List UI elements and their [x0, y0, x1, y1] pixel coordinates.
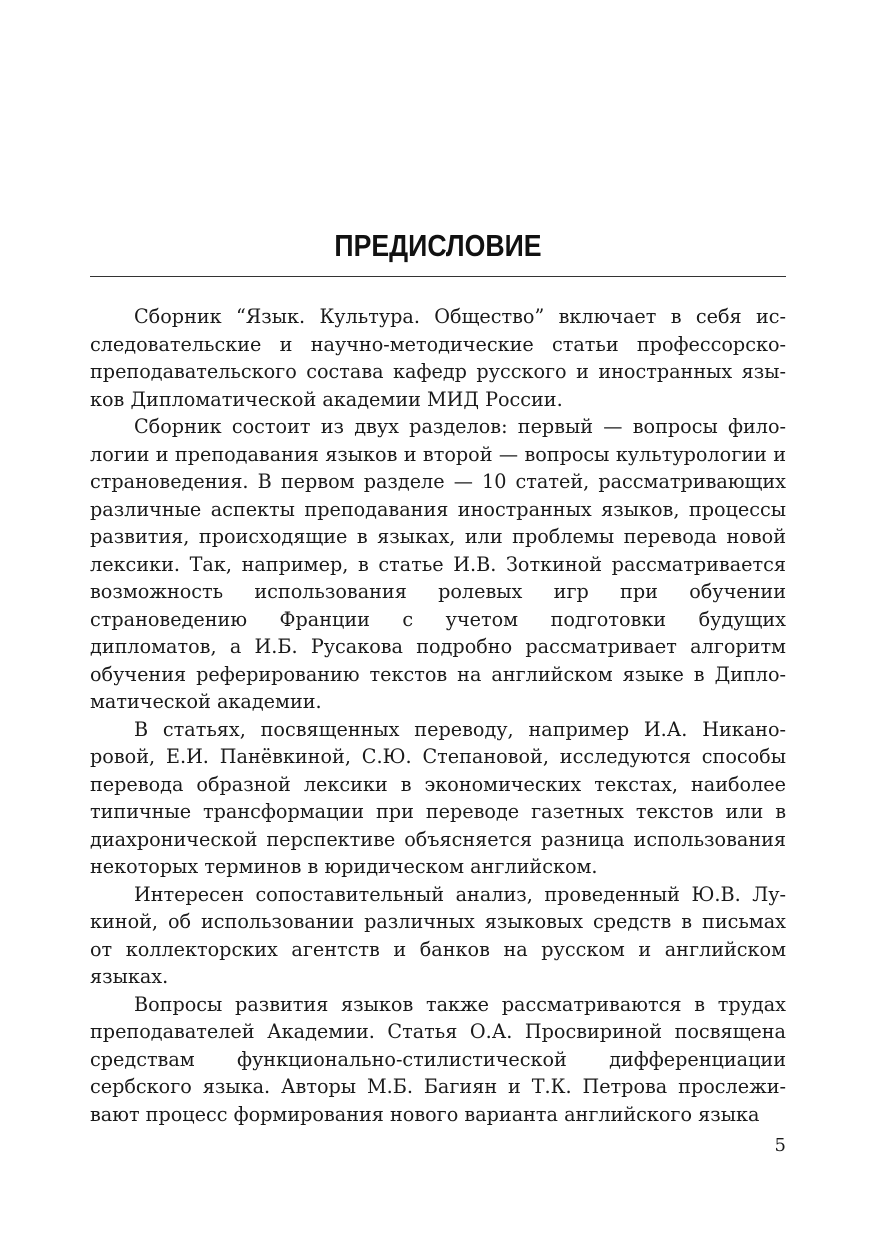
- paragraph-3: В статьях, посвященных переводу, например И.А. Никаноровой, Е.И. Панёвкиной, С.Ю. Степановой, исследуются способы перевода образной лексики в экономических текстах, наиболее типичные трансформации при переводе газетных текстов или в диахронической перспективе объясняется разница использования некоторых терминов в юридическом английском.: [90, 717, 786, 878]
- paragraph-1: Сборник “Язык. Культура. Общество” включает в себя исследовательские и научно-методические статьи профессорско-преподавательского состава кафедр русского и иностранных языков Дипломатической академии МИД России.: [90, 305, 786, 411]
- page-title: ПРЕДИСЛОВИЕ: [334, 228, 542, 263]
- preface-body: [90, 303, 786, 1128]
- page-number: 5: [774, 1135, 786, 1156]
- paragraph-4: Интересен сопоставительный анализ, проведенный Ю.В. Лукиной, об использовании различных языковых средств в письмах от коллекторских агентств и банков на русском и английском языках.: [90, 882, 786, 988]
- paragraph-2: Сборник состоит из двух разделов: первый — вопросы филологии и преподавания языков и второй — вопросы культурологии и страноведения. В первом разделе — 10 статей, рассматривающих различные аспекты преподавания иностранных языков, процессы развития, происходящие в языках, или проблемы перевода новой лексики. Так, например, в статье И.В. Зоткиной рассматривается возможность использования ролевых игр при обучении страноведению Франции с учетом подготовки будущих дипломатов, а И.Б. Русакова подробно рассматривает алгоритм обучения реферированию текстов на английском языке в Дипломатической академии.: [90, 415, 786, 713]
- paragraph-5: Вопросы развития языков также рассматриваются в трудах преподавателей Академии. Статья О.А. Просвириной посвящена средствам функционально-стилистической дифференциации сербского языка. Авторы М.Б. Багиян и Т.К. Петрова прослеживают процесс формирования нового варианта английского языка: [90, 992, 786, 1126]
- heading-rule: [90, 276, 786, 277]
